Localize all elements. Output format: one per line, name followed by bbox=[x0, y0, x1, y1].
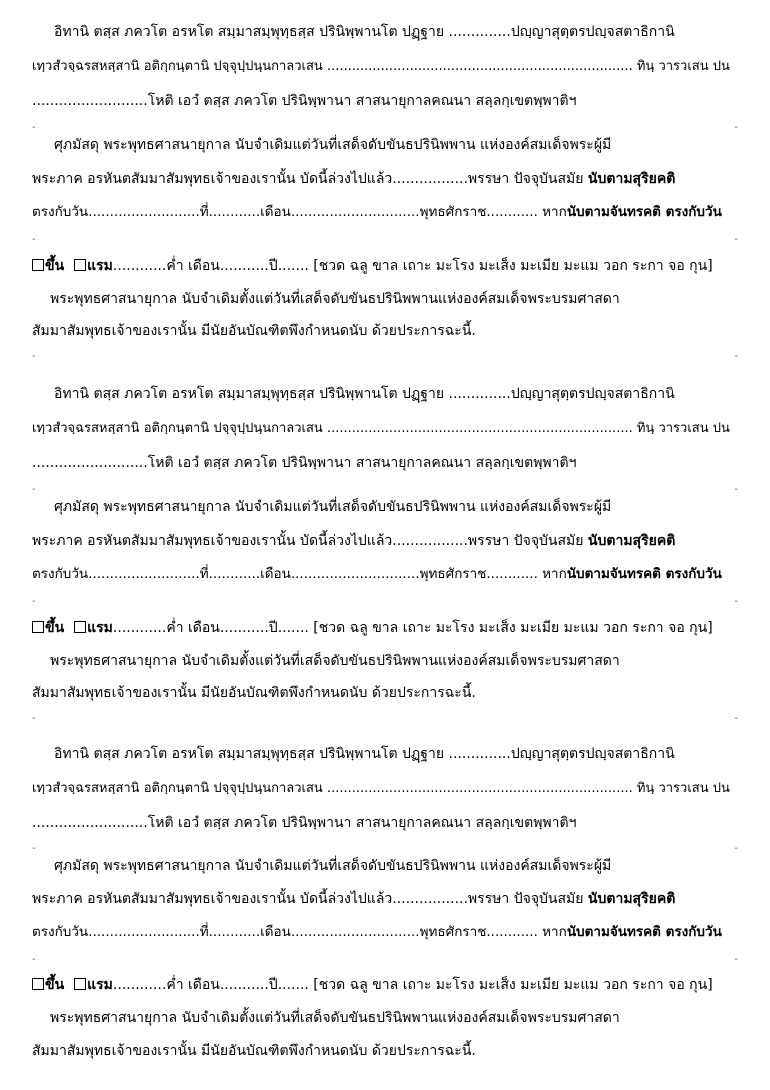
waning-checkbox[interactable] bbox=[74, 259, 86, 271]
closing-line-1: พระพุทธศาสนายุกาล นับจำเดิมตั้งแต่วันที่เสด็จดับขันธปรินิพพานแห่งองค์สมเด็จพระบรมศาสดา bbox=[50, 653, 620, 669]
thai-line-3 bbox=[32, 565, 740, 583]
closing-line-1: พระพุทธศาสนายุกาล นับจำเดิมตั้งแต่วันที่เสด็จดับขันธปรินิพพานแห่งองค์สมเด็จพระบรมศาสดา bbox=[50, 1010, 620, 1026]
thai-line-2-text: พระภาค อรหันตสัมมาสัมพุทธเจ้าของเรานั้น บัดนี้ล่วงไปแล้ว.................พรรษา ปัจจุบันสมัย bbox=[32, 891, 584, 907]
separator bbox=[32, 597, 738, 607]
thai-line-2 bbox=[32, 890, 740, 908]
thai-line-3-text: ตรงกับวัน..........................ที่............เดือน..............................พุทธศักราช............ หาก bbox=[32, 204, 567, 220]
waxing-checkbox[interactable] bbox=[32, 978, 44, 990]
lunar-calendar-label: นับตามจันทรคติ ตรงกับวัน bbox=[566, 566, 722, 582]
pali-line-2: เทฺวสํวจฺฉรสหสฺสานิ อติกฺกนฺตานิ ปจฺจุปฺปนฺนกาลวเสน .......................................................................... ทินฺ วารวเสน ปน bbox=[32, 59, 730, 74]
separator-mark: - bbox=[734, 713, 738, 724]
separator-mark: - bbox=[734, 122, 738, 133]
closing-line-2: สัมมาสัมพุทธเจ้าของเรานั้น มีนัยอันบัณฑิตพึงกำหนดนับ ด้วยประการฉะนี้. bbox=[32, 1043, 476, 1059]
waning-checkbox[interactable] bbox=[74, 978, 86, 990]
waning-label: แรม bbox=[87, 620, 113, 636]
thai-line-1: ศุภมัสดุ พระพุทธศาสนายุกาล นับจำเดิมแต่วันที่เสด็จดับขันธปรินิพพาน แห่งองค์สมเด็จพระผู้มี bbox=[54, 137, 612, 153]
separator bbox=[32, 352, 738, 362]
thai-line-3 bbox=[32, 923, 740, 941]
closing-line-1: พระพุทธศาสนายุกาล นับจำเดิมตั้งแต่วันที่เสด็จดับขันธปรินิพพานแห่งองค์สมเด็จพระบรมศาสดา bbox=[50, 291, 620, 307]
waxing-checkbox[interactable] bbox=[32, 259, 44, 271]
inscription-block bbox=[0, 362, 770, 724]
waxing-checkbox[interactable] bbox=[32, 621, 44, 633]
separator-mark: - bbox=[32, 713, 36, 724]
separator-mark: - bbox=[32, 351, 36, 362]
separator bbox=[32, 485, 738, 495]
waxing-label: ขึ้น bbox=[45, 977, 65, 993]
solar-calendar-label: นับตามสุริยคติ bbox=[587, 171, 676, 187]
solar-calendar-label: นับตามสุริยคติ bbox=[587, 891, 676, 907]
thai-line-3-text: ตรงกับวัน..........................ที่............เดือน..............................พุทธศักราช............ หาก bbox=[32, 924, 567, 940]
inscription-block bbox=[0, 0, 770, 362]
separator-mark: - bbox=[32, 122, 36, 133]
waning-checkbox[interactable] bbox=[74, 621, 86, 633]
separator-mark: - bbox=[32, 234, 36, 245]
separator-mark: - bbox=[32, 484, 36, 495]
pali-line-2: เทฺวสํวจฺฉรสหสฺสานิ อติกฺกนฺตานิ ปจฺจุปฺปนฺนกาลวเสน .......................................................................... ทินฺ วารวเสน ปน bbox=[32, 421, 730, 436]
thai-line-1: ศุภมัสดุ พระพุทธศาสนายุกาล นับจำเดิมแต่วันที่เสด็จดับขันธปรินิพพาน แห่งองค์สมเด็จพระผู้มี bbox=[54, 858, 612, 874]
lunar-calendar-label: นับตามจันทรคติ ตรงกับวัน bbox=[566, 204, 722, 220]
separator-mark: - bbox=[32, 954, 36, 965]
pali-line-1: อิทานิ ตสฺส ภควโต อรหโต สมฺมาสมฺพุทฺธสฺส ปรินิพฺพานโต ปฏฺฐาย ..............ปญฺญาสุตฺตรปญฺจสตาธิกานิ bbox=[54, 24, 675, 40]
separator bbox=[32, 235, 738, 245]
thai-line-3 bbox=[32, 203, 740, 221]
lunar-date-fields: ............ค่ำ เดือน...........ปี....... [ชวด ฉลู ขาล เถาะ มะโรง มะเส็ง มะเมีย มะแม วอก ระกา จอ กุน] bbox=[112, 620, 713, 636]
lunar-date-fields: ............ค่ำ เดือน...........ปี....... [ชวด ฉลู ขาล เถาะ มะโรง มะเส็ง มะเมีย มะแม วอก ระกา จอ กุน] bbox=[112, 258, 713, 274]
separator-mark: - bbox=[32, 843, 36, 854]
pali-line-3: ..........................โหติ เอวํ ตสฺส ภควโต ปรินิพฺพานา สาสนายุกาลคณนา สลฺลกฺเขตพฺพาติฯ bbox=[32, 815, 577, 831]
closing-line-2: สัมมาสัมพุทธเจ้าของเรานั้น มีนัยอันบัณฑิตพึงกำหนดนับ ด้วยประการฉะนี้. bbox=[32, 685, 476, 701]
separator bbox=[32, 123, 738, 133]
separator bbox=[32, 955, 738, 965]
pali-line-2: เทฺวสํวจฺฉรสหสฺสานิ อติกฺกนฺตานิ ปจฺจุปฺปนฺนกาลวเสน .......................................................................... ทินฺ วารวเสน ปน bbox=[32, 781, 730, 796]
pali-line-1: อิทานิ ตสฺส ภควโต อรหโต สมฺมาสมฺพุทฺธสฺส ปรินิพฺพานโต ปฏฺฐาย ..............ปญฺญาสุตฺตรปญฺจสตาธิกานิ bbox=[54, 386, 675, 402]
separator-mark: - bbox=[734, 843, 738, 854]
waning-label: แรม bbox=[87, 977, 113, 993]
waxing-label: ขึ้น bbox=[45, 258, 65, 274]
thai-line-2-text: พระภาค อรหันตสัมมาสัมพุทธเจ้าของเรานั้น บัดนี้ล่วงไปแล้ว.................พรรษา ปัจจุบันสมัย bbox=[32, 533, 584, 549]
lunar-date-line bbox=[32, 257, 740, 275]
thai-line-1: ศุภมัสดุ พระพุทธศาสนายุกาล นับจำเดิมแต่วันที่เสด็จดับขันธปรินิพพาน แห่งองค์สมเด็จพระผู้มี bbox=[54, 499, 612, 515]
closing-line-2: สัมมาสัมพุทธเจ้าของเรานั้น มีนัยอันบัณฑิตพึงกำหนดนับ ด้วยประการฉะนี้. bbox=[32, 323, 476, 339]
separator-mark: - bbox=[734, 596, 738, 607]
thai-line-2 bbox=[32, 532, 740, 550]
separator-mark: - bbox=[734, 484, 738, 495]
lunar-date-fields: ............ค่ำ เดือน...........ปี....... [ชวด ฉลู ขาล เถาะ มะโรง มะเส็ง มะเมีย มะแม วอก ระกา จอ กุน] bbox=[112, 977, 713, 993]
separator bbox=[32, 844, 738, 854]
waxing-label: ขึ้น bbox=[45, 620, 65, 636]
thai-line-2 bbox=[32, 170, 740, 188]
separator-mark: - bbox=[734, 954, 738, 965]
waning-label: แรม bbox=[87, 258, 113, 274]
separator bbox=[32, 714, 738, 724]
pali-line-3: ..........................โหติ เอวํ ตสฺส ภควโต ปรินิพฺพานา สาสนายุกาลคณนา สลฺลกฺเขตพฺพาติฯ bbox=[32, 93, 577, 109]
inscription-block bbox=[0, 724, 770, 1074]
separator-mark: - bbox=[734, 234, 738, 245]
thai-line-2-text: พระภาค อรหันตสัมมาสัมพุทธเจ้าของเรานั้น บัดนี้ล่วงไปแล้ว.................พรรษา ปัจจุบันสมัย bbox=[32, 171, 584, 187]
pali-line-3: ..........................โหติ เอวํ ตสฺส ภควโต ปรินิพฺพานา สาสนายุกาลคณนา สลฺลกฺเขตพฺพาติฯ bbox=[32, 455, 577, 471]
pali-line-1: อิทานิ ตสฺส ภควโต อรหโต สมฺมาสมฺพุทฺธสฺส ปรินิพฺพานโต ปฏฺฐาย ..............ปญฺญาสุตฺตรปญฺจสตาธิกานิ bbox=[54, 746, 675, 762]
lunar-date-line bbox=[32, 976, 740, 994]
separator-mark: - bbox=[734, 351, 738, 362]
solar-calendar-label: นับตามสุริยคติ bbox=[587, 533, 676, 549]
lunar-date-line bbox=[32, 619, 740, 637]
lunar-calendar-label: นับตามจันทรคติ ตรงกับวัน bbox=[566, 924, 722, 940]
thai-line-3-text: ตรงกับวัน..........................ที่............เดือน..............................พุทธศักราช............ หาก bbox=[32, 566, 567, 582]
separator-mark: - bbox=[32, 596, 36, 607]
